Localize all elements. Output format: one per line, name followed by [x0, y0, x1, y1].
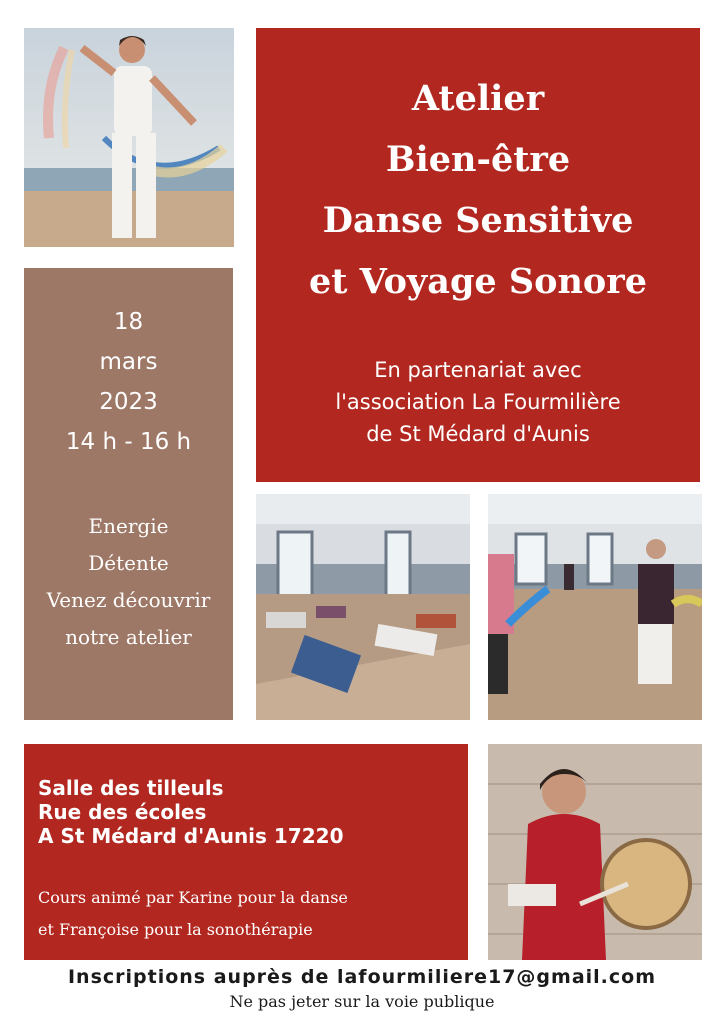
taglines [24, 508, 233, 656]
event-date [24, 268, 233, 462]
address-line-1: Salle des tilleuls [38, 776, 224, 800]
address-line-2: Rue des écoles [38, 800, 207, 824]
partnership-line-1: En partenariat avec [374, 358, 582, 382]
dancer-beach-photo [24, 28, 234, 247]
event-month: mars [99, 349, 158, 375]
title-line-3: Danse Sensitive [322, 200, 634, 241]
dance-group-photo [488, 494, 702, 720]
title-panel [256, 28, 700, 482]
instructors-line-1: Cours animé par Karine pour la danse [38, 888, 348, 907]
signup-contact: Inscriptions auprès de lafourmiliere17@gmail.com [67, 966, 657, 988]
instructors-line-2: et Françoise pour la sonothérapie [38, 920, 313, 939]
venue-address [38, 744, 468, 848]
tagline-2: Détente [88, 551, 169, 575]
address-line-3: A St Médard d'Aunis 17220 [38, 824, 344, 848]
disposal-notice: Ne pas jeter sur la voie publique [229, 992, 495, 1011]
partnership-line-3: de St Médard d'Aunis [366, 422, 590, 446]
partnership-text [256, 354, 700, 450]
drum-player-photo [488, 744, 702, 960]
event-time: 14 h - 16 h [65, 429, 192, 455]
relaxation-room-photo [256, 494, 470, 720]
instructors-text [38, 882, 468, 946]
partnership-line-2: l'association La Fourmilière [335, 390, 621, 414]
tagline-1: Energie [88, 514, 169, 538]
location-panel [24, 744, 468, 960]
event-day: 18 [113, 309, 144, 335]
date-panel [24, 268, 233, 720]
event-title [256, 28, 700, 312]
title-line-2: Bien-être [385, 139, 571, 180]
tagline-4: notre atelier [65, 625, 192, 649]
tagline-3: Venez découvrir [46, 588, 211, 612]
title-line-1: Atelier [411, 78, 545, 119]
title-line-4: et Voyage Sonore [309, 261, 647, 302]
event-year: 2023 [99, 389, 158, 415]
